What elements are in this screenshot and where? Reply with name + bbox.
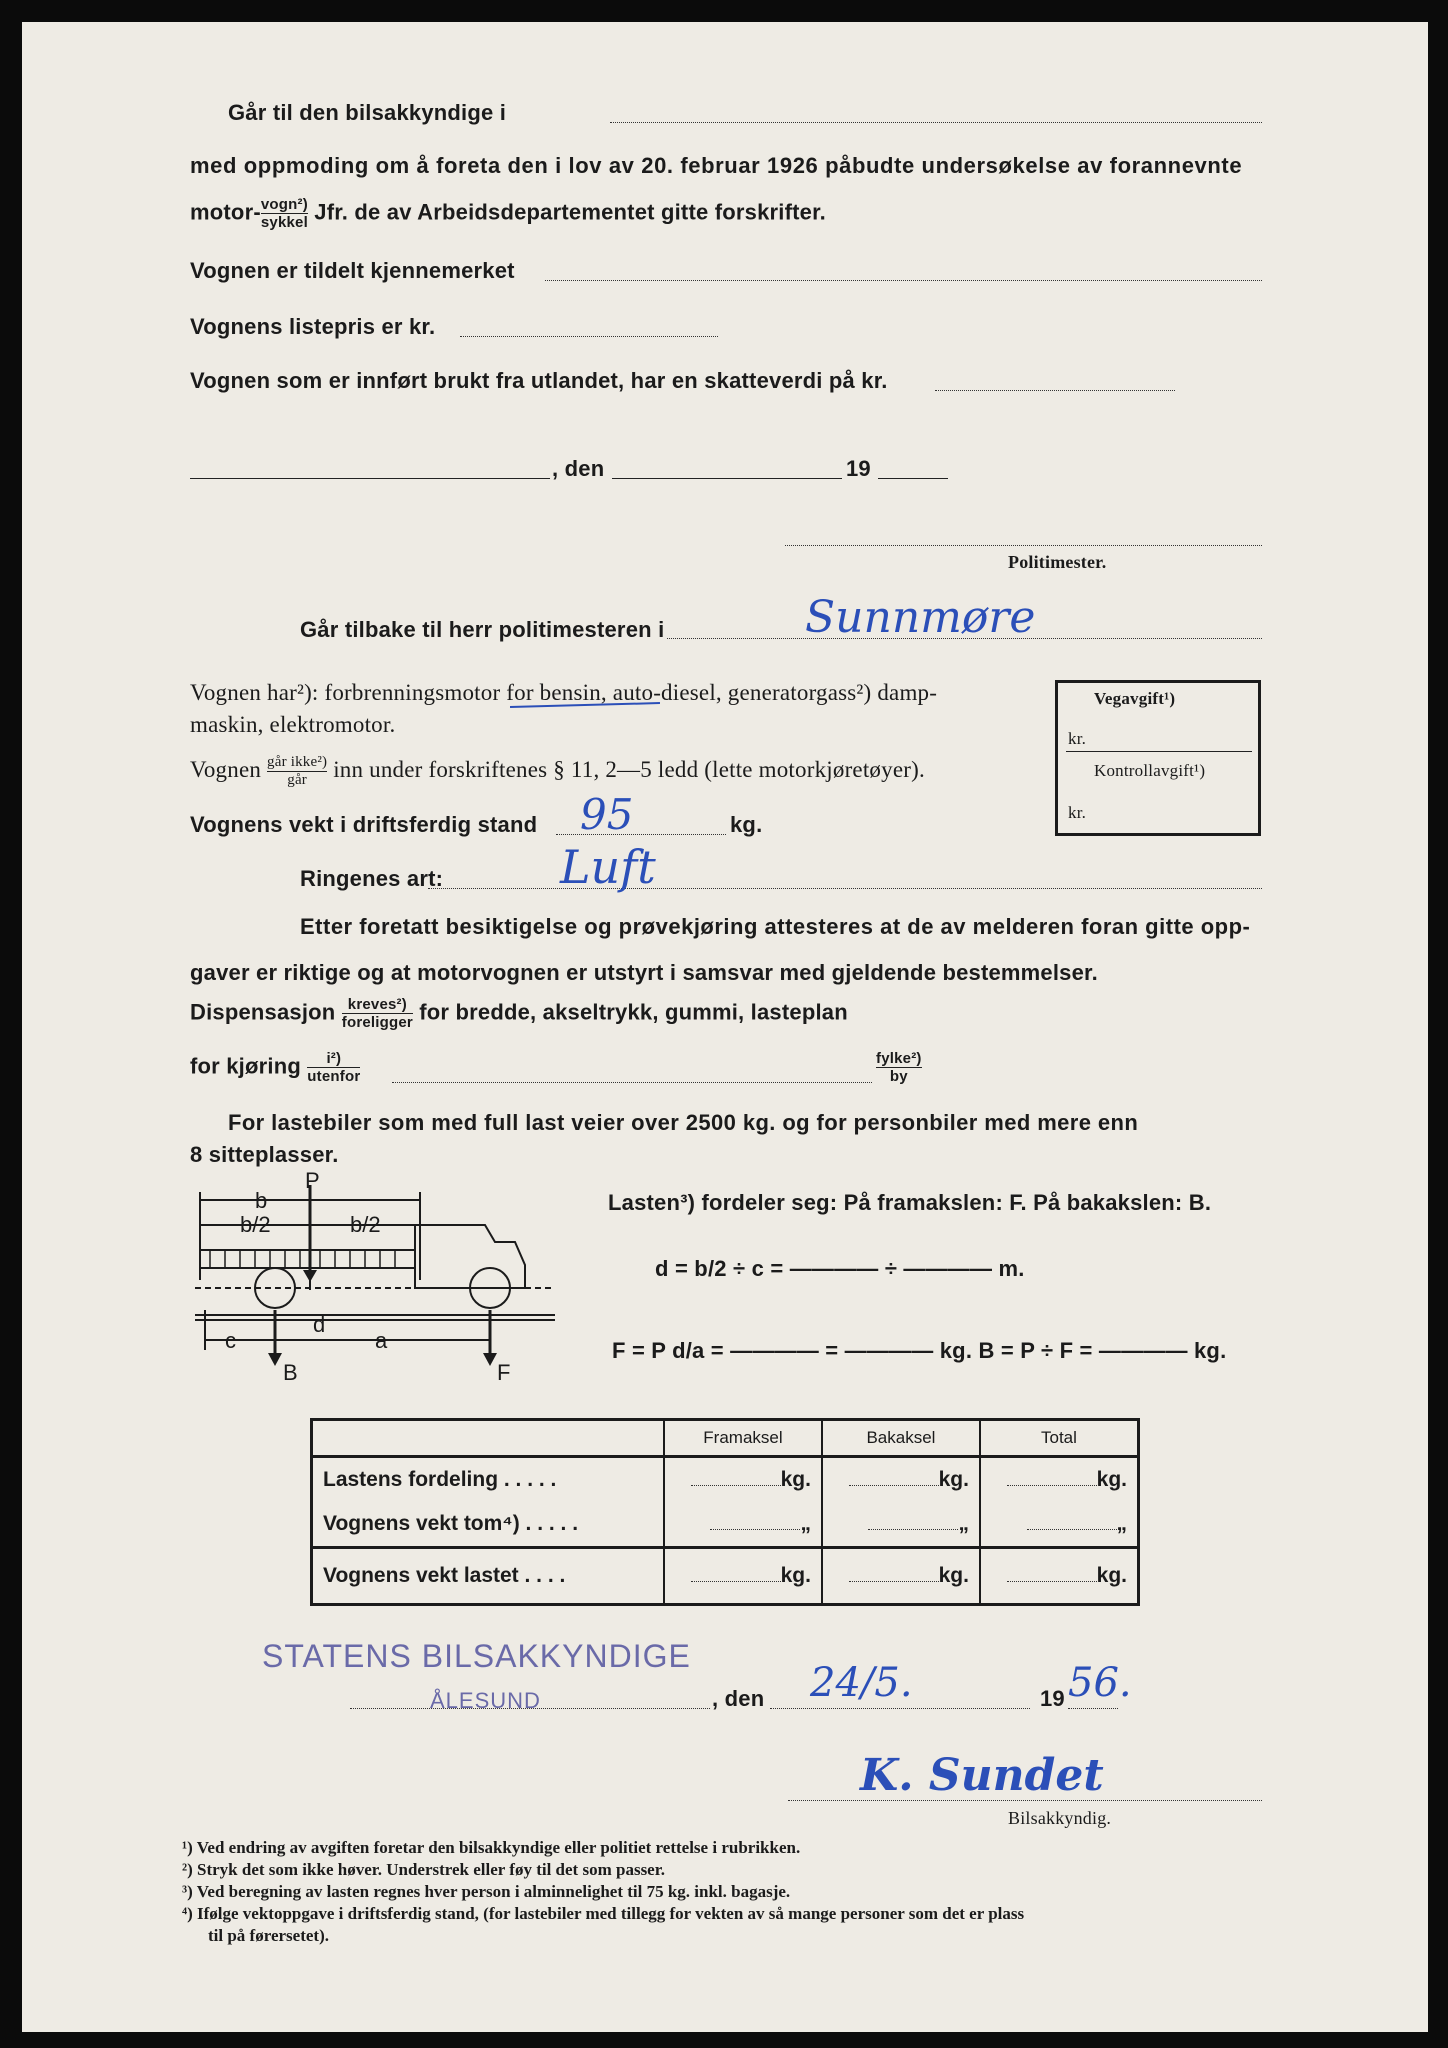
label-d: d <box>313 1312 326 1337</box>
row-label: Vognens vekt lastet . . . . <box>323 1564 566 1587</box>
label-bilsakkyndig: Bilsakkyndig. <box>1008 1808 1112 1828</box>
footnote-4: ⁴) Ifølge vektoppgave i driftsferdig stand, (for lastebiler med tillegg for vekten av så mange personer som det er plass <box>182 1904 1025 1923</box>
label-listepris: Vognens listepris er kr. <box>190 314 436 339</box>
truck-diagram <box>195 1170 575 1400</box>
cell-input[interactable]: kg. <box>822 1457 980 1503</box>
footnote-1: ¹) Ved endring av avgiften foretar den bilsakkyndige eller politiet rettelse i rubrikken. <box>182 1838 801 1857</box>
label-b2-left: b/2 <box>240 1212 271 1237</box>
motor-fraction <box>261 196 308 231</box>
footnote-4-cont: til på førersetet). <box>208 1926 329 1945</box>
fee-box <box>1055 680 1261 836</box>
footnote-3: ³) Ved beregning av lasten regnes hver person i alminnelighet til 75 kg. inkl. bagasje. <box>182 1882 791 1901</box>
field-kjoring[interactable] <box>392 1082 872 1083</box>
row-label: Vognens vekt tom⁴) . . . . . <box>323 1512 579 1535</box>
field-place[interactable] <box>190 478 550 479</box>
load-bed <box>200 1250 415 1268</box>
handwritten-signature: K. Sundet <box>860 1750 1104 1801</box>
label-forskrift: inn under forskriftenes § 11, 2—5 ledd (lette motorkjøretøyer). <box>333 756 925 782</box>
frac-bottom: by <box>889 1068 908 1085</box>
cell-input[interactable]: kg. <box>980 1548 1139 1605</box>
label-disp-rest: for bredde, akseltrykk, gummi, lasteplan <box>419 999 848 1025</box>
cell-input[interactable]: „ <box>822 1502 980 1548</box>
frac-top: kreves²) <box>342 996 413 1014</box>
label-year: 19 <box>846 456 871 481</box>
table-row <box>312 1457 1139 1503</box>
table-row <box>312 1548 1139 1605</box>
label-b: b <box>255 1188 268 1213</box>
handwritten-luft: Luft <box>560 840 656 894</box>
header-blank <box>312 1420 665 1457</box>
field-listepris[interactable] <box>460 336 718 337</box>
line-dispensasjon <box>190 996 848 1031</box>
label-a: a <box>375 1328 388 1353</box>
line-etter1: Etter foretatt besiktigelse og prøvekjøring attesteres at de av melderen foran gitte opp- <box>300 914 1251 939</box>
label-ringenes: Ringenes art: <box>300 866 444 891</box>
frac-bottom: sykkel <box>260 214 308 231</box>
line-laste2: 8 sitteplasser. <box>190 1142 339 1167</box>
field-vegavgift[interactable] <box>1066 751 1252 752</box>
label-den: , den <box>552 456 605 481</box>
motor-rest: Jfr. de av Arbeidsdepartementet gitte forskrifter. <box>314 199 826 225</box>
label-F: F <box>497 1360 511 1385</box>
handwritten-year: 56. <box>1068 1660 1132 1706</box>
cell-input[interactable]: kg. <box>664 1548 822 1605</box>
cell-input[interactable]: „ <box>980 1502 1139 1548</box>
label-kontrollavgift: Kontrollavgift¹) <box>1094 761 1206 780</box>
label-kr2: kr. <box>1068 803 1087 822</box>
formula-f: F = P d/a = ———— = ———— kg. B = P ÷ F = ———— kg. <box>612 1338 1227 1363</box>
label-B: B <box>283 1360 298 1385</box>
label-kr1: kr. <box>1068 729 1087 748</box>
line-laste1: For lastebiler som med full last veier over 2500 kg. og for personbiler med mere enn <box>228 1110 1139 1135</box>
line-gaar-til: Går til den bilsakkyndige i <box>228 100 507 125</box>
fylke-fraction-wrap <box>876 1050 922 1085</box>
frac-bottom: utenfor <box>307 1068 361 1085</box>
label-year-2: 19 <box>1040 1686 1065 1711</box>
handwritten-vekt: 95 <box>580 790 634 839</box>
load-distribution-table <box>310 1418 1140 1606</box>
gaar-fraction <box>267 754 327 789</box>
label-skatteverdi: Vognen som er innført brukt fra utlandet, har en skatteverdi på kr. <box>190 368 888 393</box>
label-P: P <box>305 1170 320 1193</box>
header-total: Total <box>980 1420 1139 1457</box>
label-b2-right: b/2 <box>350 1212 381 1237</box>
motor-type-line2: maskin, elektromotor. <box>190 712 396 737</box>
label-den-2: , den <box>712 1686 765 1711</box>
field-bilsakkyndig-place[interactable] <box>610 122 1262 123</box>
field-signoff-year[interactable] <box>1068 1708 1118 1709</box>
label-politimester: Politimester. <box>1008 552 1107 572</box>
header-framaksel: Framaksel <box>664 1420 822 1457</box>
cell-input[interactable]: kg. <box>822 1548 980 1605</box>
cell-input[interactable]: kg. <box>980 1457 1139 1503</box>
field-ringenes[interactable] <box>428 888 1262 889</box>
label-vognen: Vognen <box>190 756 262 782</box>
line-kjoring <box>190 1050 360 1085</box>
header-bakaksel: Bakaksel <box>822 1420 980 1457</box>
line-etter2: gaver er riktige og at motorvognen er utstyrt i samsvar med gjeldende bestemmelser. <box>190 960 1098 985</box>
frac-bottom: foreligger <box>341 1014 413 1031</box>
label-c: c <box>225 1328 236 1353</box>
line-oppmoding: med oppmoding om å foreta den i lov av 20. februar 1926 påbudte undersøkelse av forannevnte <box>190 153 1243 178</box>
motor-type-line1: Vognen har²): forbrenningsmotor for bensin, auto-diesel, generatorgass²) damp- <box>190 680 938 705</box>
cell-input[interactable]: kg. <box>664 1457 822 1503</box>
frac-top: i²) <box>307 1050 360 1068</box>
row-label: Lastens fordeling . . . . . <box>323 1468 557 1491</box>
field-year[interactable] <box>878 478 948 479</box>
frac-top: fylke²) <box>876 1050 922 1067</box>
kjoring-fraction <box>307 1050 360 1085</box>
footnote-2: ²) Stryk det som ikke høver. Understrek eller føy til det som passer. <box>182 1860 665 1879</box>
formula-d: d = b/2 ÷ c = ———— ÷ ———— m. <box>655 1256 1025 1281</box>
table-row <box>312 1502 1139 1548</box>
field-date[interactable] <box>612 478 842 479</box>
line-motor <box>190 196 826 231</box>
label-kg: kg. <box>730 812 763 837</box>
table-header <box>312 1420 1139 1457</box>
fylke-fraction <box>876 1050 922 1085</box>
frac-top: vogn²) <box>260 196 308 213</box>
handwritten-sunnmore: Sunnmøre <box>805 592 1036 643</box>
line-gaar <box>190 754 925 789</box>
field-kjennemerke[interactable] <box>545 280 1262 281</box>
label-vekt: Vognens vekt i driftsferdig stand <box>190 812 538 837</box>
field-skatteverdi[interactable] <box>935 390 1175 391</box>
label-kjoring: for kjøring <box>190 1053 301 1079</box>
stamp-line1: STATENS BILSAKKYNDIGE <box>262 1638 691 1674</box>
frac-bottom: går <box>287 772 308 788</box>
frac-top: går ikke²) <box>267 754 328 770</box>
label-kjennemerke: Vognen er tildelt kjennemerket <box>190 258 515 283</box>
cell-input[interactable]: „ <box>664 1502 822 1548</box>
label-vegavgift: Vegavgift¹) <box>1094 689 1176 708</box>
label-lasten: Lasten³) fordeler seg: På framakslen: F. På bakakslen: B. <box>608 1190 1212 1215</box>
field-signoff-date[interactable] <box>770 1708 1030 1709</box>
label-disp: Dispensasjon <box>190 999 336 1025</box>
field-signoff-place[interactable] <box>350 1708 710 1709</box>
field-politimester-signature[interactable] <box>785 545 1262 546</box>
motor-prefix: motor- <box>190 199 261 225</box>
label-tilbake: Går tilbake til herr politimesteren i <box>300 617 665 642</box>
stamp-line2: ÅLESUND <box>430 1688 541 1713</box>
disp-fraction <box>342 996 413 1031</box>
handwritten-date: 24/5. <box>810 1660 913 1706</box>
